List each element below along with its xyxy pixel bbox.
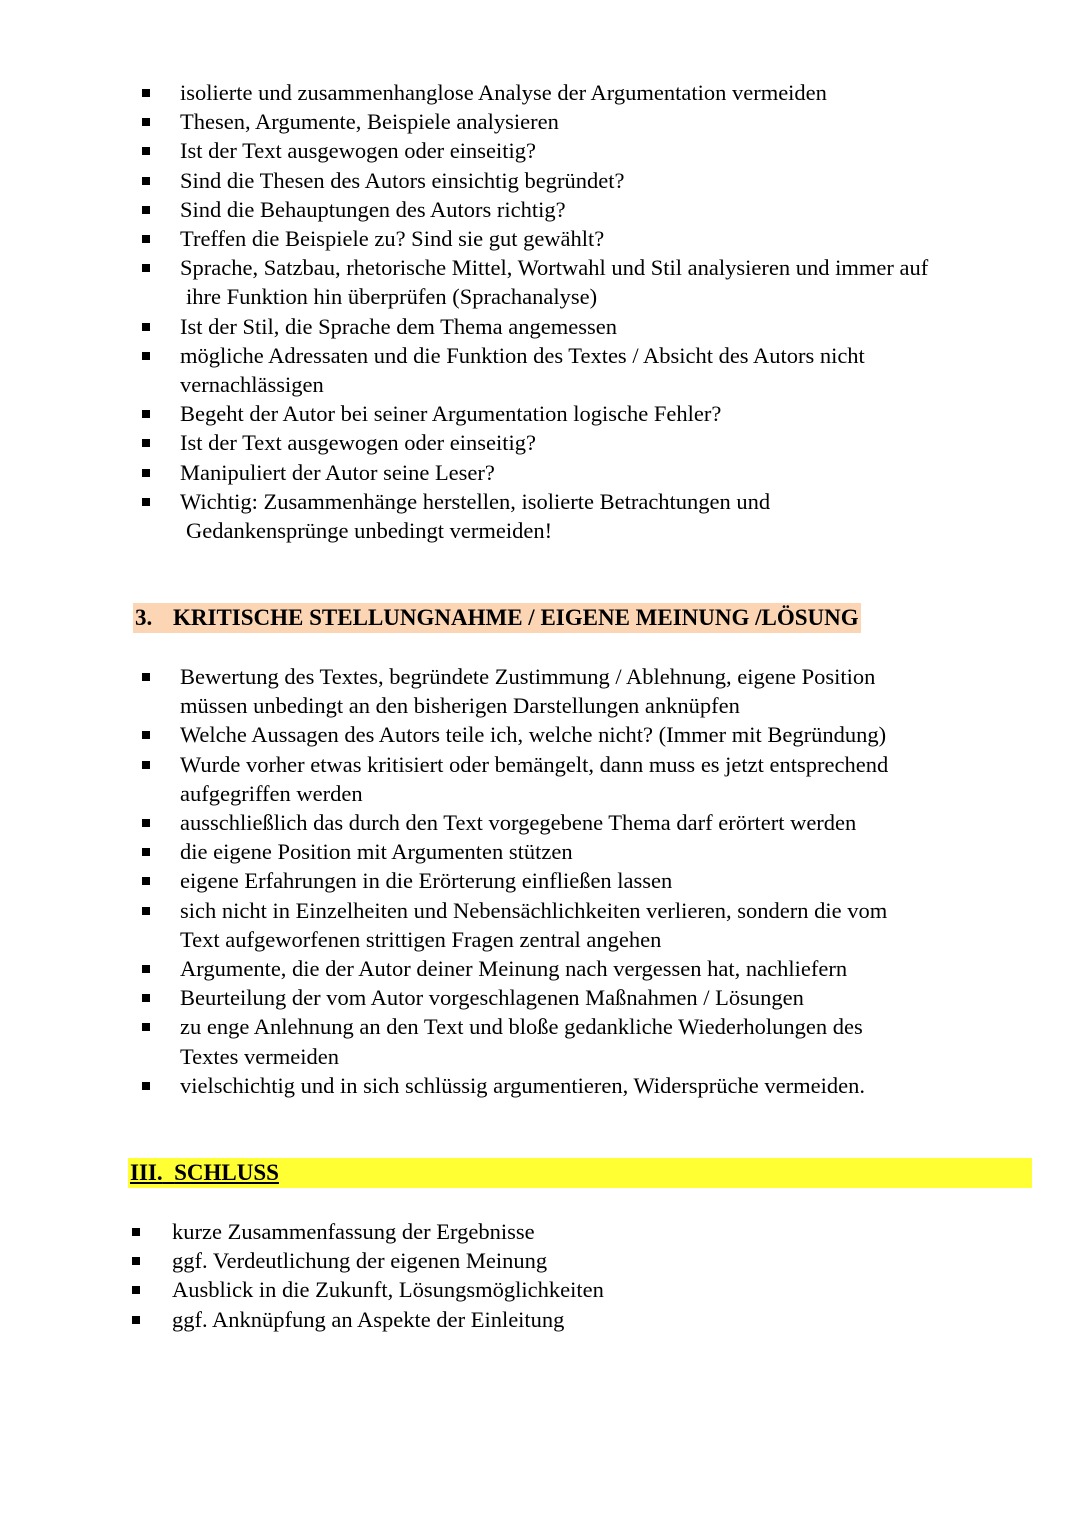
square-bullet-icon	[142, 235, 150, 243]
list-item: zu enge Anlehnung an den Text und bloße gedankliche Wiederholungen des	[140, 1012, 1040, 1041]
list-item: Welche Aussagen des Autors teile ich, welche nicht? (Immer mit Begründung)	[140, 720, 1040, 749]
square-bullet-icon	[142, 323, 150, 331]
list-item-continuation: Gedankensprünge unbedingt vermeiden!	[186, 518, 553, 544]
list-item-continuation: müssen unbedingt an den bisherigen Darstellungen anknüpfen	[180, 693, 740, 719]
square-bullet-icon	[142, 118, 150, 126]
list-item: Begeht der Autor bei seiner Argumentation logische Fehler?	[140, 399, 1040, 428]
square-bullet-icon	[142, 439, 150, 447]
list-item: die eigene Position mit Argumenten stützen	[140, 837, 1040, 866]
square-bullet-icon	[142, 907, 150, 915]
list-item: vielschichtig und in sich schlüssig argumentieren, Widersprüche vermeiden.	[140, 1071, 1040, 1100]
list-item-continuation: vernachlässigen	[180, 372, 324, 398]
square-bullet-icon	[142, 177, 150, 185]
list-item: Manipuliert der Autor seine Leser?	[140, 458, 1040, 487]
list-item: Ist der Text ausgewogen oder einseitig?	[140, 428, 1040, 457]
section-heading-conclusion	[128, 1158, 1032, 1188]
list-item: mögliche Adressaten und die Funktion des Textes / Absicht des Autors nicht	[140, 341, 1040, 370]
list-item: Sprache, Satzbau, rhetorische Mittel, Wortwahl und Stil analysieren und immer auf	[140, 253, 1040, 282]
heading-title: SCHLUSS	[174, 1160, 279, 1185]
list-item: sich nicht in Einzelheiten und Nebensächlichkeiten verlieren, sondern die vom	[140, 896, 1040, 925]
square-bullet-icon	[132, 1228, 140, 1236]
list-item: Ist der Text ausgewogen oder einseitig?	[140, 136, 1040, 165]
square-bullet-icon	[132, 1257, 140, 1265]
square-bullet-icon	[142, 206, 150, 214]
square-bullet-icon	[142, 147, 150, 155]
conclusion-checklist	[130, 1217, 1030, 1334]
list-item: eigene Erfahrungen in die Erörterung einfließen lassen	[140, 866, 1040, 895]
square-bullet-icon	[142, 673, 150, 681]
list-item-continuation: Textes vermeiden	[180, 1043, 339, 1069]
list-item-continuation: Text aufgeworfenen strittigen Fragen zentral angehen	[180, 926, 662, 952]
square-bullet-icon	[142, 731, 150, 739]
heading-title: KRITISCHE STELLUNGNAHME / EIGENE MEINUNG /LÖSUNG	[173, 605, 859, 630]
list-item: Sind die Thesen des Autors einsichtig begründet?	[140, 166, 1040, 195]
square-bullet-icon	[132, 1286, 140, 1294]
list-item: Thesen, Argumente, Beispiele analysieren	[140, 107, 1040, 136]
list-item: ggf. Anknüpfung an Aspekte der Einleitung	[130, 1305, 1030, 1334]
square-bullet-icon	[142, 469, 150, 477]
list-item: kurze Zusammenfassung der Ergebnisse	[130, 1217, 1030, 1246]
heading-number: III.	[130, 1160, 163, 1185]
square-bullet-icon	[142, 848, 150, 856]
square-bullet-icon	[142, 1023, 150, 1031]
list-item: ausschließlich das durch den Text vorgegebene Thema darf erörtert werden	[140, 808, 1040, 837]
list-item: Ist der Stil, die Sprache dem Thema angemessen	[140, 312, 1040, 341]
list-item: Treffen die Beispiele zu? Sind sie gut gewählt?	[140, 224, 1040, 253]
critical-statement-checklist	[140, 662, 1040, 1100]
list-item: Wurde vorher etwas kritisiert oder bemängelt, dann muss es jetzt entsprechend	[140, 750, 1040, 779]
list-item: Ausblick in die Zukunft, Lösungsmöglichkeiten	[130, 1275, 1030, 1304]
section-heading-critical-statement	[133, 603, 861, 633]
square-bullet-icon	[142, 498, 150, 506]
list-item-continuation: ihre Funktion hin überprüfen (Sprachanalyse)	[186, 284, 598, 310]
list-item: Argumente, die der Autor deiner Meinung nach vergessen hat, nachliefern	[140, 954, 1040, 983]
square-bullet-icon	[142, 1082, 150, 1090]
square-bullet-icon	[142, 877, 150, 885]
heading-number: 3.	[135, 605, 153, 630]
analysis-checklist	[140, 78, 1040, 545]
list-item: Bewertung des Textes, begründete Zustimmung / Ablehnung, eigene Position	[140, 662, 1040, 691]
square-bullet-icon	[142, 352, 150, 360]
square-bullet-icon	[142, 410, 150, 418]
list-item-continuation: aufgegriffen werden	[180, 780, 363, 806]
list-item: ggf. Verdeutlichung der eigenen Meinung	[130, 1246, 1030, 1275]
square-bullet-icon	[142, 761, 150, 769]
square-bullet-icon	[142, 819, 150, 827]
square-bullet-icon	[142, 264, 150, 272]
square-bullet-icon	[142, 994, 150, 1002]
list-item: Sind die Behauptungen des Autors richtig?	[140, 195, 1040, 224]
list-item: Wichtig: Zusammenhänge herstellen, isolierte Betrachtungen und	[140, 487, 1040, 516]
list-item: isolierte und zusammenhanglose Analyse der Argumentation vermeiden	[140, 78, 1040, 107]
square-bullet-icon	[132, 1316, 140, 1324]
square-bullet-icon	[142, 89, 150, 97]
square-bullet-icon	[142, 965, 150, 973]
list-item: Beurteilung der vom Autor vorgeschlagenen Maßnahmen / Lösungen	[140, 983, 1040, 1012]
